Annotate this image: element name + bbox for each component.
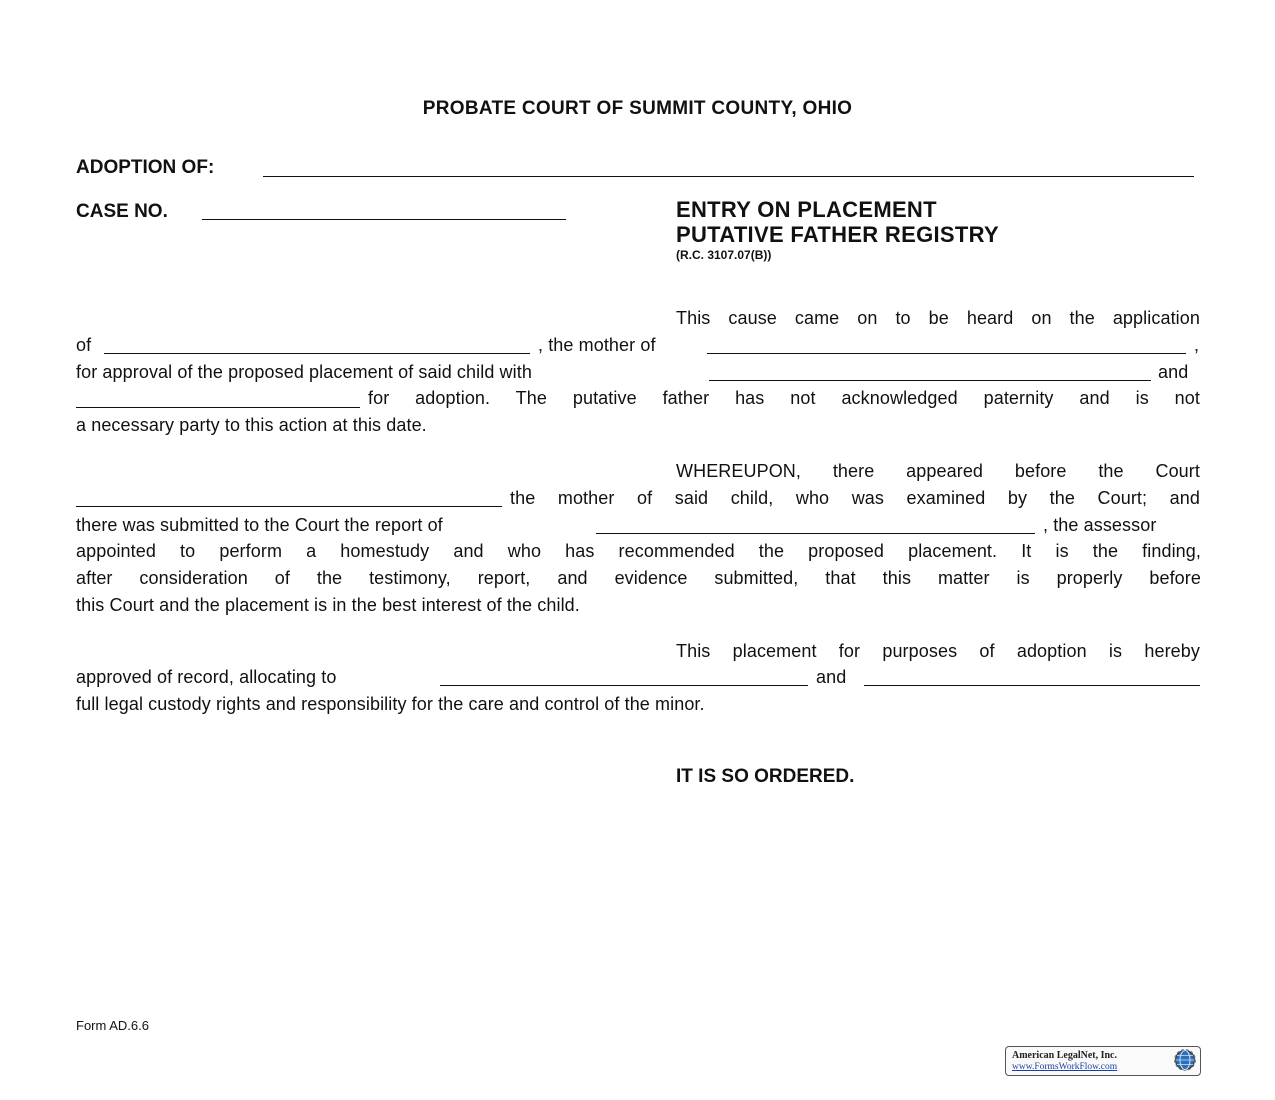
applicant-name-field[interactable] (104, 353, 530, 354)
logo-url-link[interactable]: www.FormsWorkFlow.com (1012, 1062, 1118, 1072)
logo-company-name: American LegalNet, Inc. (1012, 1050, 1117, 1061)
para3-and-text: and (816, 667, 847, 687)
para2-line6: this Court and the placement is in the best interest of the child. (76, 595, 580, 615)
para3-allocating-text: approved of record, allocating to (76, 667, 337, 687)
para1-line1: This cause came on to be heard on the application (676, 308, 1200, 328)
para2-line5: after consideration of the testimony, report, and evidence submitted, that this matter is properly before (76, 568, 1201, 588)
mother-appeared-field[interactable] (76, 506, 502, 507)
custodian2-field[interactable] (864, 685, 1200, 686)
para2-assessor-text: , the assessor (1043, 515, 1157, 535)
para1-approval-text: for approval of the proposed placement of said child with (76, 362, 532, 382)
para1-and-text: and (1158, 362, 1189, 382)
placement-party2-field[interactable] (76, 407, 360, 408)
so-ordered: IT IS SO ORDERED. (676, 766, 855, 787)
case-no-label: CASE NO. (76, 201, 168, 222)
para1-line5: a necessary party to this action at this date. (76, 415, 427, 435)
para1-line4: for adoption. The putative father has not acknowledged paternity and is not (368, 388, 1200, 408)
para1-of-text: of (76, 335, 92, 355)
case-no-field[interactable] (202, 219, 566, 220)
court-name: PROBATE COURT OF SUMMIT COUNTY, OHIO (422, 98, 853, 119)
assessor-name-field[interactable] (596, 533, 1035, 534)
para2-line2: the mother of said child, who was examined by the Court; and (510, 488, 1200, 508)
adoption-of-label: ADOPTION OF: (76, 157, 215, 178)
american-legalnet-logo[interactable] (1005, 1046, 1201, 1076)
form-number: Form AD.6.6 (76, 1018, 149, 1033)
custodian1-field[interactable] (440, 685, 808, 686)
para2-line4: appointed to perform a homestudy and who has recommended the proposed placement. It is the finding, (76, 541, 1201, 561)
para3-line3: full legal custody rights and responsibility for the care and control of the minor. (76, 694, 705, 714)
para3-line1: This placement for purposes of adoption is hereby (676, 641, 1200, 661)
para1-mother-of-text: , the mother of (538, 335, 656, 355)
adoption-of-field[interactable] (263, 176, 1194, 177)
para1-comma: , (1194, 335, 1200, 355)
globe-icon (1174, 1049, 1196, 1071)
form-title-line1: ENTRY ON PLACEMENT (676, 197, 937, 222)
para2-line1: WHEREUPON, there appeared before the Court (676, 461, 1200, 481)
child-name-field[interactable] (707, 353, 1186, 354)
para2-report-text: there was submitted to the Court the report of (76, 515, 443, 535)
statute-reference: (R.C. 3107.07(B)) (676, 248, 772, 262)
placement-party1-field[interactable] (709, 380, 1151, 381)
form-title-line2: PUTATIVE FATHER REGISTRY (676, 222, 999, 247)
